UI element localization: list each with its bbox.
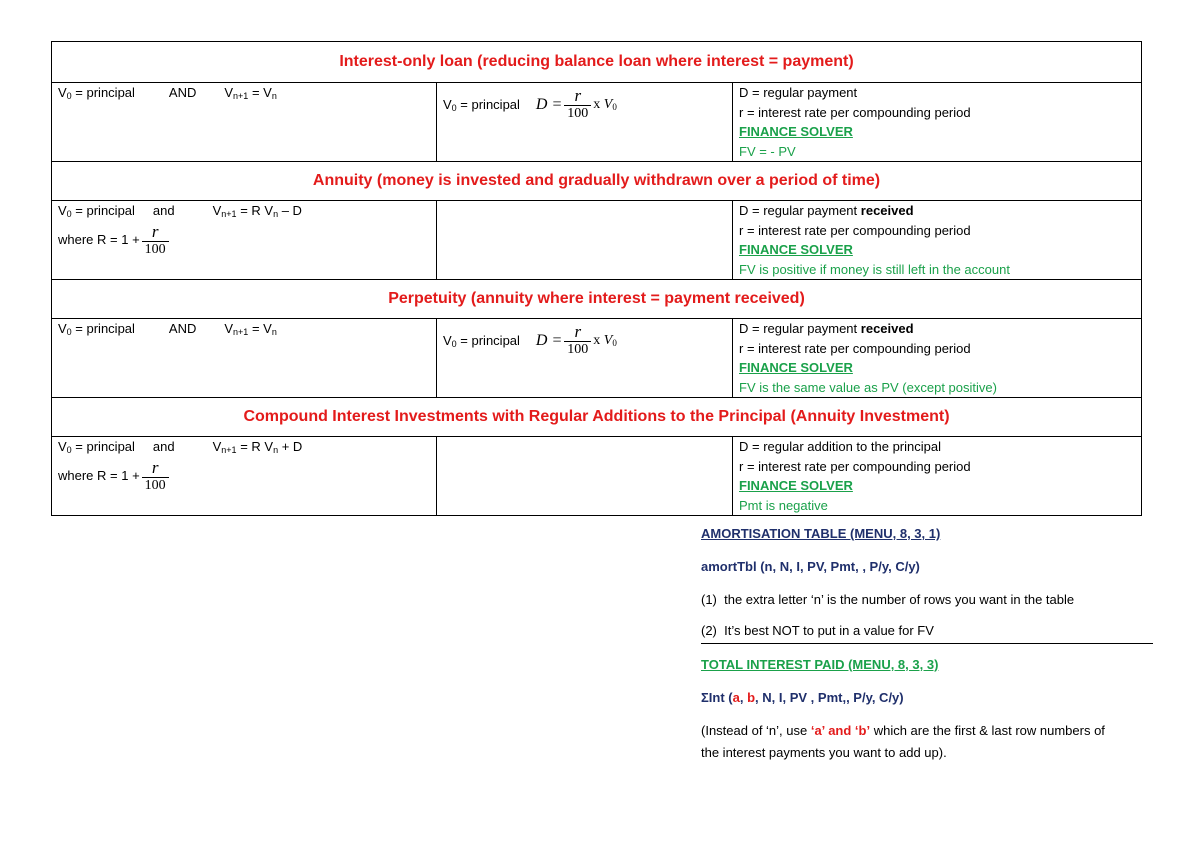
section-heading-interest-only: Interest-only loan (reducing balance loan where interest = payment) [52,42,1142,83]
formula-cell: $V_0$ = principal D = $\frac{r}{100}$ x $V_0$ [437,319,733,398]
note-line: D = regular addition to the principal [739,439,941,454]
notes-cell [733,319,1142,398]
note-line: r = interest rate per compounding period [739,222,971,238]
fraction: $\frac{r}{100}$ [564,87,591,122]
note-1: (1) the extra letter ‘n’ is the number of rows you want in the table [701,592,1075,607]
finance-solver-label: FINANCE SOLVER [739,478,853,493]
note-line: r = interest rate per compounding period [739,104,971,120]
note-line: r = interest rate per compounding period [739,458,971,474]
section-heading-perpetuity: Perpetuity (annuity where interest = payment received) [52,280,1142,319]
finance-solver-label: FINANCE SOLVER [739,124,853,139]
section-heading-annuity: Annuity (money is invested and gradually withdrawn over a period of time) [52,162,1142,201]
section-heading-compound-investment: Compound Interest Investments with Regular Additions to the Principal (Annuity Investment) [52,398,1142,437]
instead-note: (Instead of ‘n’, use ‘a’ and ‘b’ which are the first & last row numbers of [701,723,1105,738]
formula-table [51,41,1142,516]
notes-cell [733,437,1142,516]
formula-d: D = [535,331,563,349]
fraction: $\frac{r}{100}$ [142,223,169,258]
note-line: FV is the same value as PV (except positive) [739,379,997,395]
empty-cell [437,201,733,280]
note-line: D = regular payment [739,85,858,100]
fraction: $\frac{r}{100}$ [564,323,591,358]
instead-note-2: the interest payments you want to add up). [701,745,947,760]
notes-cell [733,201,1142,280]
fraction: $\frac{r}{100}$ [142,459,169,494]
recurrence-cell: $V_0$ = principal AND $V_{n+1} = V_n$ [52,319,437,398]
note-line: FV is positive if money is still left in the account [739,261,1010,277]
finance-solver-label: FINANCE SOLVER [739,360,853,375]
amortisation-title: AMORTISATION TABLE (MENU, 8, 3, 1) [701,526,941,541]
note-line: FV = - PV [739,143,796,159]
note-line: D = regular payment received [739,203,914,218]
notes-cell [733,83,1142,162]
total-interest-title: TOTAL INTEREST PAID (MENU, 8, 3, 3) [701,657,939,672]
note-2: (2) It’s best NOT to put in a value for FV [701,623,934,638]
formula-d: D = [535,95,563,113]
empty-cell [437,437,733,516]
recurrence-cell: $V_0$ = principal and $V_{n+1} = R$ $V_n + D$ where R = 1 + $\frac{r}{100}$ [52,437,437,516]
note-line: Pmt is negative [739,497,828,513]
formula-cell: $V_0$ = principal D = $\frac{r}{100}$ x $V_0$ [437,83,733,162]
recurrence-cell: $V_0$ = principal AND $V_{n+1} = V_n$ [52,83,437,162]
finance-solver-label: FINANCE SOLVER [739,242,853,257]
recurrence-cell: $V_0$ = principal and $V_{n+1} = R$ $V_n$ – D where R = 1 + $\frac{r}{100}$ [52,201,437,280]
note-line: D = regular payment received [739,321,914,336]
note-line: r = interest rate per compounding period [739,340,971,356]
amort-command: amortTbl (n, N, I, PV, Pmt, , P/y, C/y) [701,559,920,574]
sigma-command: ΣInt (a, b, N, I, PV , Pmt,, P/y, C/y) [701,690,904,705]
divider [701,643,1153,644]
